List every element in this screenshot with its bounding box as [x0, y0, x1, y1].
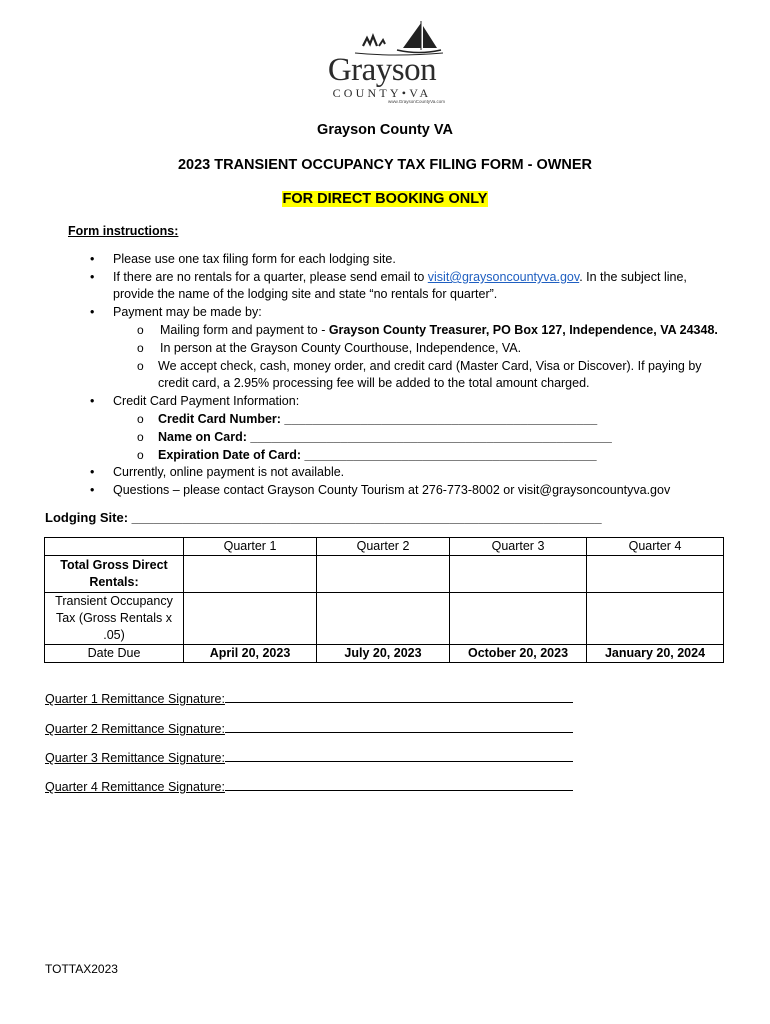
instruction-no-rentals-text: If there are no rentals for a quarter, please send email to [113, 270, 428, 284]
row-label-occupancy-tax: Transient Occupancy Tax (Gross Rentals x .05) [45, 593, 184, 645]
instruction-one-form: Please use one tax filing form for each lodging site. [113, 252, 396, 266]
treasurer-address: Grayson County Treasurer, PO Box 127, Independence, VA 24348. [328, 323, 718, 337]
form-code: TOTTAX2023 [45, 962, 118, 976]
sub-bullet-icon: o [137, 323, 144, 337]
name-on-card-field[interactable]: Name on Card: ____________________________________________________ [158, 430, 612, 444]
instruction-no-rentals-tail: . In the subject line, [579, 270, 687, 284]
header-quarter-2: Quarter 2 [317, 538, 450, 556]
payment-mail-text: Mailing form and payment to - [160, 323, 329, 337]
table-row [45, 645, 724, 663]
due-date-q1: April 20, 2023 [184, 645, 317, 663]
instructions-heading: Form instructions: [68, 224, 179, 238]
payment-methods-line2: credit card, a 2.95% processing fee will be added to the total amount charged. [158, 376, 590, 390]
occupancy-tax-q3-input[interactable] [450, 593, 587, 645]
bullet-icon: • [90, 305, 95, 319]
logo-county: COUNTY•VA [332, 86, 432, 100]
instruction-payment: Payment may be made by: [113, 305, 262, 319]
q2-signature-line[interactable] [45, 720, 573, 736]
payment-mail [160, 322, 718, 338]
due-date-q2: July 20, 2023 [317, 645, 450, 663]
q4-signature-rule[interactable] [225, 778, 573, 791]
sub-bullet-icon: o [137, 341, 144, 355]
header-quarter-3: Quarter 3 [450, 538, 587, 556]
table-row [45, 556, 724, 593]
header-quarter-1: Quarter 1 [184, 538, 317, 556]
visit-email-link[interactable]: visit@graysoncountyva.gov [427, 270, 580, 284]
bullet-icon: • [90, 270, 95, 284]
direct-booking-text: FOR DIRECT BOOKING ONLY [282, 191, 488, 207]
gross-rentals-q3-input[interactable] [450, 556, 587, 593]
q1-signature-label: Quarter 1 Remittance Signature: [45, 692, 225, 706]
credit-card-number-field[interactable]: Credit Card Number: _____________________________________________ [158, 412, 598, 426]
payment-methods: We accept check, cash, money order, and credit card (Master Card, Visa or Discover). If paying by [158, 359, 702, 373]
logo-website: www.GraysonCountyVa.com [388, 99, 445, 104]
row-label-date-due: Date Due [45, 645, 184, 663]
questions-contact: Questions – please contact Grayson County Tourism at 276-773-8002 or visit@graysoncountyva.gov [113, 483, 671, 497]
q1-signature-line[interactable] [45, 690, 573, 706]
q1-signature-rule[interactable] [225, 690, 573, 703]
form-title: 2023 TRANSIENT OCCUPANCY TAX FILING FORM - OWNER [177, 157, 593, 173]
occupancy-tax-q2-input[interactable] [317, 593, 450, 645]
instruction-no-rentals [113, 269, 687, 285]
quarter-table [44, 537, 724, 663]
online-payment-note: Currently, online payment is not available. [113, 465, 345, 479]
q2-signature-label: Quarter 2 Remittance Signature: [45, 722, 225, 736]
q3-signature-line[interactable] [45, 749, 573, 765]
occupancy-tax-q4-input[interactable] [587, 593, 724, 645]
table-corner-cell [45, 538, 184, 556]
sub-bullet-icon: o [137, 430, 144, 444]
q4-signature-label: Quarter 4 Remittance Signature: [45, 780, 225, 794]
row-label-gross-rentals: Total Gross Direct Rentals: [45, 556, 184, 593]
gross-rentals-q1-input[interactable] [184, 556, 317, 593]
lodging-site-field[interactable]: Lodging Site: _________________________________________________________________ [45, 510, 602, 525]
gross-rentals-q4-input[interactable] [587, 556, 724, 593]
sub-bullet-icon: o [137, 359, 144, 373]
q3-signature-label: Quarter 3 Remittance Signature: [45, 751, 225, 765]
q4-signature-line[interactable] [45, 778, 573, 794]
table-row [45, 593, 724, 645]
due-date-q4: January 20, 2024 [587, 645, 724, 663]
expiration-date-field[interactable]: Expiration Date of Card: __________________________________________ [158, 448, 597, 462]
bullet-icon: • [90, 252, 95, 266]
logo-name: Grayson [327, 52, 437, 88]
occupancy-tax-q1-input[interactable] [184, 593, 317, 645]
bullet-icon: • [90, 483, 95, 497]
q2-signature-rule[interactable] [225, 720, 573, 733]
credit-card-info-heading: Credit Card Payment Information: [113, 394, 300, 408]
q3-signature-rule[interactable] [225, 749, 573, 762]
bullet-icon: • [90, 394, 95, 408]
header-quarter-4: Quarter 4 [587, 538, 724, 556]
sub-bullet-icon: o [137, 448, 144, 462]
grayson-county-logo [315, 20, 445, 106]
bullet-icon: • [90, 465, 95, 479]
sub-bullet-icon: o [137, 412, 144, 426]
gross-rentals-q2-input[interactable] [317, 556, 450, 593]
table-row [45, 538, 724, 556]
org-title: Grayson County VA [317, 122, 453, 138]
direct-booking-banner [0, 191, 770, 207]
due-date-q3: October 20, 2023 [450, 645, 587, 663]
payment-in-person: In person at the Grayson County Courthouse, Independence, VA. [160, 341, 522, 355]
instruction-no-rentals-line2: provide the name of the lodging site and state “no rentals for quarter”. [113, 287, 498, 301]
